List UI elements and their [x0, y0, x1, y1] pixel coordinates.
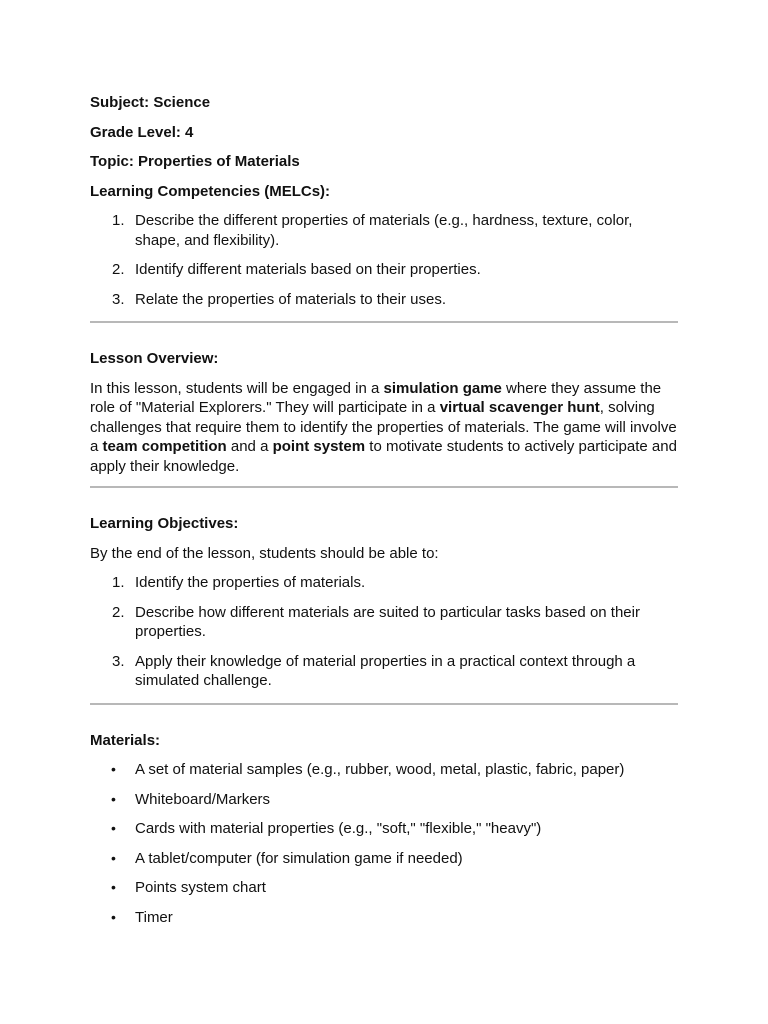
competencies-list: [90, 211, 678, 309]
objective-text: Describe how different materials are suited to particular tasks based on their properties.: [135, 603, 640, 640]
competency-item: [90, 211, 678, 250]
overview-text: and a: [226, 438, 273, 455]
objectives-intro: By the end of the lesson, students should be able to:: [90, 544, 439, 562]
material-text: Cards with material properties (e.g., "soft," "flexible," "heavy"): [135, 820, 542, 837]
bullet-icon: •: [111, 879, 116, 895]
list-number: 1.: [112, 212, 125, 229]
list-number: 1.: [112, 574, 125, 591]
section-divider: [90, 486, 678, 488]
material-item: [90, 760, 678, 780]
competency-text: Relate the properties of materials to their uses.: [135, 290, 446, 308]
material-item: [90, 790, 678, 810]
competency-text: Describe the different properties of materials (e.g., hardness, texture, color, shape, and flexibility).: [135, 212, 633, 249]
section-divider: [90, 321, 678, 323]
material-item: [90, 849, 678, 869]
bullet-icon: •: [111, 849, 116, 866]
objective-item: [90, 652, 678, 691]
materials-list: [90, 760, 678, 927]
list-number: 2.: [112, 603, 125, 621]
overview-text: to motivate students to actively participate and apply their knowledge.: [90, 438, 677, 475]
material-text: Points system chart: [135, 879, 266, 896]
bullet-icon: •: [111, 761, 116, 777]
objective-item: [90, 603, 678, 642]
competency-text: Identify different materials based on their properties.: [135, 261, 481, 278]
overview-bold-text: simulation game: [383, 379, 502, 397]
overview-bold-text: virtual scavenger hunt: [439, 399, 600, 416]
material-item: [90, 908, 678, 928]
section-divider: [90, 703, 678, 705]
material-item: [90, 878, 678, 898]
list-number: 3.: [112, 290, 125, 308]
material-text: A tablet/computer (for simulation game if needed): [135, 849, 463, 867]
overview-text: In this lesson, students will be engaged in a: [90, 379, 384, 397]
document-content: [90, 93, 678, 937]
overview-text: where they assume the role of "Material Explorers." They will participate in a: [90, 379, 662, 416]
subject-line: Subject: Science: [90, 94, 211, 111]
material-text: Whiteboard/Markers: [135, 790, 271, 808]
learning-objectives-heading: Learning Objectives:: [90, 515, 239, 532]
material-text: A set of material samples (e.g., rubber, wood, metal, plastic, fabric, paper): [135, 761, 625, 778]
topic-line: Topic: Properties of Materials: [90, 153, 300, 170]
bullet-icon: •: [111, 790, 116, 807]
material-item: [90, 819, 678, 839]
competency-item: [90, 290, 678, 310]
material-text: Timer: [135, 908, 173, 926]
competency-item: [90, 260, 678, 280]
list-number: 2.: [112, 261, 125, 278]
objective-text: Identify the properties of materials.: [135, 574, 366, 591]
overview-bold-text: point system: [272, 438, 366, 455]
list-number: 3.: [112, 652, 125, 670]
bullet-icon: •: [111, 908, 116, 925]
overview-bold-text: team competition: [102, 438, 227, 455]
competencies-heading: Learning Competencies (MELCs):: [90, 182, 331, 200]
lesson-overview-paragraph: [90, 379, 678, 477]
grade-level-line: Grade Level: 4: [90, 123, 194, 141]
bullet-icon: •: [111, 820, 116, 836]
objectives-list: [90, 573, 678, 691]
objective-item: [90, 573, 678, 593]
overview-text: , solving challenges that require them to identify the properties of materials. The game will involve a: [90, 399, 677, 455]
lesson-overview-heading: Lesson Overview:: [90, 350, 219, 367]
materials-heading: Materials:: [90, 731, 161, 749]
objective-text: Apply their knowledge of material properties in a practical context through a simulated challenge.: [135, 652, 636, 689]
